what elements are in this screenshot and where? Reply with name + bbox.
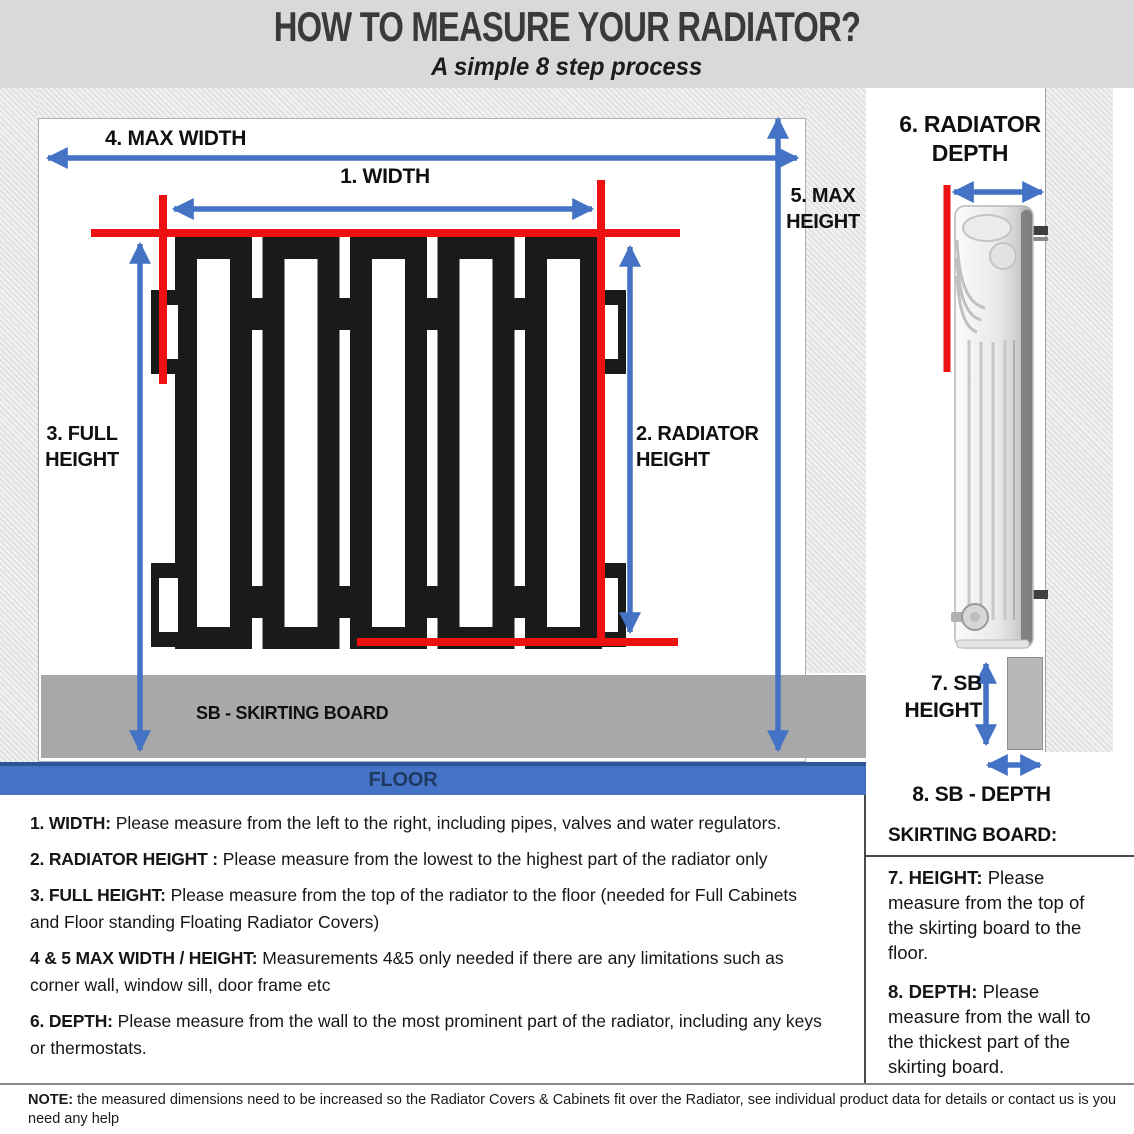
note-label: NOTE: [28, 1092, 74, 1108]
note-text: the measured dimensions need to be increased so the Radiator Covers & Cabinets fit over the Radiator, see individual product data for details or contact us is you need any help [28, 1092, 1117, 1127]
page-title: HOW TO MEASURE YOUR RADIATOR? [273, 3, 861, 50]
radiator-depth-label [884, 110, 1056, 168]
floor-label: FLOOR [368, 769, 438, 791]
skirting-depth-item [888, 979, 1106, 1079]
instruction-depth-text: Please measure from the wall to the most prominent part of the radiator, including any keys or thermostats. [30, 1011, 822, 1058]
radiator-depth-line1: 6. RADIATOR [899, 111, 1041, 137]
radiator-front-icon [151, 248, 626, 647]
sb-depth-label: 8. SB - DEPTH [912, 783, 1051, 806]
sb-height-label [874, 670, 982, 724]
instruction-max-width-height [30, 945, 830, 999]
page-subtitle: A simple 8 step process [431, 53, 703, 81]
instruction-width-text: Please measure from the left to the right, including pipes, valves and water regulators. [115, 813, 782, 833]
skirting-height-item [888, 865, 1106, 965]
skirting-board-heading: SKIRTING BOARD: [888, 825, 1058, 846]
skirting-depth-label: 8. DEPTH: [888, 981, 978, 1002]
full-height-line2: HEIGHT [45, 449, 119, 471]
max-height-line2: HEIGHT [786, 211, 860, 233]
sb-height-line1: 7. SB [930, 672, 982, 695]
note-bar [0, 1083, 1134, 1134]
instruction-max-width-height-label: 4 & 5 MAX WIDTH / HEIGHT: [30, 948, 258, 968]
full-height-label [36, 421, 128, 473]
instruction-radiator-height-label: 2. RADIATOR HEIGHT : [30, 849, 218, 869]
instruction-radiator-height-text: Please measure from the lowest to the highest part of the radiator only [222, 849, 768, 869]
skirting-depth-text: Please measure from the wall to the thickest part of the skirting board. [888, 981, 1091, 1077]
skirting-height-text: Please measure from the top of the skirting board to the floor. [888, 867, 1085, 963]
skirting-band-label: SB - SKIRTING BOARD [196, 703, 389, 723]
instruction-width-label: 1. WIDTH: [30, 813, 111, 833]
instruction-depth [30, 1008, 830, 1062]
instruction-max-width-height-text: Measurements 4&5 only needed if there are any limitations such as corner wall, window sill, door frame etc [30, 948, 784, 995]
radiator-height-line1: 2. RADIATOR [636, 423, 759, 445]
max-width-label: 4. MAX WIDTH [105, 127, 247, 150]
sb-height-line2: HEIGHT [904, 699, 982, 722]
instruction-depth-label: 6. DEPTH: [30, 1011, 113, 1031]
radiator-height-line2: HEIGHT [636, 449, 710, 471]
width-label: 1. WIDTH [340, 165, 430, 188]
front-view-diagram [0, 88, 866, 795]
max-height-line1: 5. MAX [790, 185, 856, 207]
instruction-radiator-height [30, 846, 830, 873]
instruction-full-height-label: 3. FULL HEIGHT: [30, 885, 166, 905]
instruction-full-height [30, 882, 830, 936]
header [0, 0, 1134, 88]
radiator-depth-line2: DEPTH [931, 140, 1009, 166]
floor-band [0, 762, 866, 795]
instruction-width [30, 810, 830, 837]
radiator-height-label [636, 421, 796, 473]
side-view-diagram [866, 88, 1134, 806]
skirting-height-label: 7. HEIGHT: [888, 867, 983, 888]
skirting-board-panel [866, 795, 1134, 1083]
max-height-label [779, 183, 867, 235]
full-height-line1: 3. FULL [46, 423, 118, 445]
skirting-panel-divider [866, 855, 1134, 857]
instructions-panel [0, 795, 866, 1083]
instruction-full-height-text: Please measure from the top of the radiator to the floor (needed for Full Cabinets and Floor standing Floating Radiator Covers) [30, 885, 798, 932]
